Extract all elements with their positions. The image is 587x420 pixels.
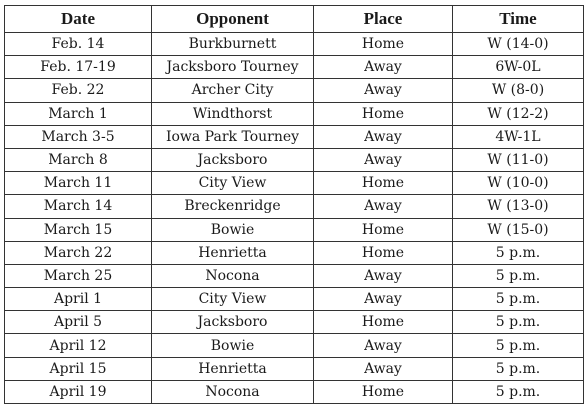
table-row: [5, 33, 584, 56]
time-cell: 5 p.m.: [453, 264, 584, 287]
header-time: Time: [453, 6, 584, 33]
place-cell: Away: [314, 264, 453, 287]
table-row: [5, 148, 584, 171]
opponent-cell: City View: [152, 288, 314, 311]
time-cell: W (15-0): [453, 218, 584, 241]
opponent-cell: Nocona: [152, 380, 314, 403]
place-cell: Away: [314, 357, 453, 380]
date-cell: March 25: [5, 264, 152, 287]
opponent-cell: Jacksboro: [152, 148, 314, 171]
opponent-cell: Henrietta: [152, 241, 314, 264]
time-cell: 5 p.m.: [453, 334, 584, 357]
header-row: [5, 6, 584, 33]
time-cell: 5 p.m.: [453, 241, 584, 264]
header-date: Date: [5, 6, 152, 33]
time-cell: W (10-0): [453, 172, 584, 195]
date-cell: March 1: [5, 102, 152, 125]
table-row: [5, 56, 584, 79]
date-cell: Feb. 17-19: [5, 56, 152, 79]
table-row: [5, 311, 584, 334]
opponent-cell: Henrietta: [152, 357, 314, 380]
table-row: [5, 79, 584, 102]
time-cell: 6W-0L: [453, 56, 584, 79]
opponent-cell: Archer City: [152, 79, 314, 102]
header-opponent: Opponent: [152, 6, 314, 33]
time-cell: 5 p.m.: [453, 288, 584, 311]
place-cell: Away: [314, 148, 453, 171]
date-cell: March 3-5: [5, 125, 152, 148]
time-cell: 4W-1L: [453, 125, 584, 148]
time-cell: W (11-0): [453, 148, 584, 171]
table-row: [5, 357, 584, 380]
opponent-cell: Bowie: [152, 334, 314, 357]
table-row: [5, 195, 584, 218]
date-cell: April 5: [5, 311, 152, 334]
opponent-cell: Breckenridge: [152, 195, 314, 218]
date-cell: March 8: [5, 148, 152, 171]
opponent-cell: Nocona: [152, 264, 314, 287]
date-cell: Feb. 14: [5, 33, 152, 56]
opponent-cell: Iowa Park Tourney: [152, 125, 314, 148]
date-cell: March 15: [5, 218, 152, 241]
place-cell: Home: [314, 218, 453, 241]
header-place: Place: [314, 6, 453, 33]
place-cell: Home: [314, 380, 453, 403]
time-cell: W (8-0): [453, 79, 584, 102]
table-row: [5, 334, 584, 357]
time-cell: W (12-2): [453, 102, 584, 125]
table-row: [5, 125, 584, 148]
time-cell: 5 p.m.: [453, 311, 584, 334]
table-row: [5, 241, 584, 264]
opponent-cell: City View: [152, 172, 314, 195]
date-cell: March 11: [5, 172, 152, 195]
place-cell: Home: [314, 102, 453, 125]
place-cell: Home: [314, 241, 453, 264]
date-cell: March 14: [5, 195, 152, 218]
opponent-cell: Burkburnett: [152, 33, 314, 56]
date-cell: March 22: [5, 241, 152, 264]
date-cell: April 19: [5, 380, 152, 403]
opponent-cell: Bowie: [152, 218, 314, 241]
opponent-cell: Jacksboro Tourney: [152, 56, 314, 79]
time-cell: 5 p.m.: [453, 380, 584, 403]
table-row: [5, 102, 584, 125]
place-cell: Home: [314, 172, 453, 195]
opponent-cell: Windthorst: [152, 102, 314, 125]
place-cell: Away: [314, 288, 453, 311]
place-cell: Home: [314, 33, 453, 56]
opponent-cell: Jacksboro: [152, 311, 314, 334]
schedule-table: [4, 5, 584, 404]
table-row: [5, 172, 584, 195]
place-cell: Away: [314, 79, 453, 102]
table-row: [5, 264, 584, 287]
date-cell: April 12: [5, 334, 152, 357]
date-cell: April 15: [5, 357, 152, 380]
time-cell: 5 p.m.: [453, 357, 584, 380]
place-cell: Home: [314, 311, 453, 334]
time-cell: W (13-0): [453, 195, 584, 218]
place-cell: Away: [314, 56, 453, 79]
time-cell: W (14-0): [453, 33, 584, 56]
date-cell: Feb. 22: [5, 79, 152, 102]
place-cell: Away: [314, 334, 453, 357]
table-row: [5, 380, 584, 403]
table-row: [5, 218, 584, 241]
place-cell: Away: [314, 125, 453, 148]
date-cell: April 1: [5, 288, 152, 311]
place-cell: Away: [314, 195, 453, 218]
table-row: [5, 288, 584, 311]
